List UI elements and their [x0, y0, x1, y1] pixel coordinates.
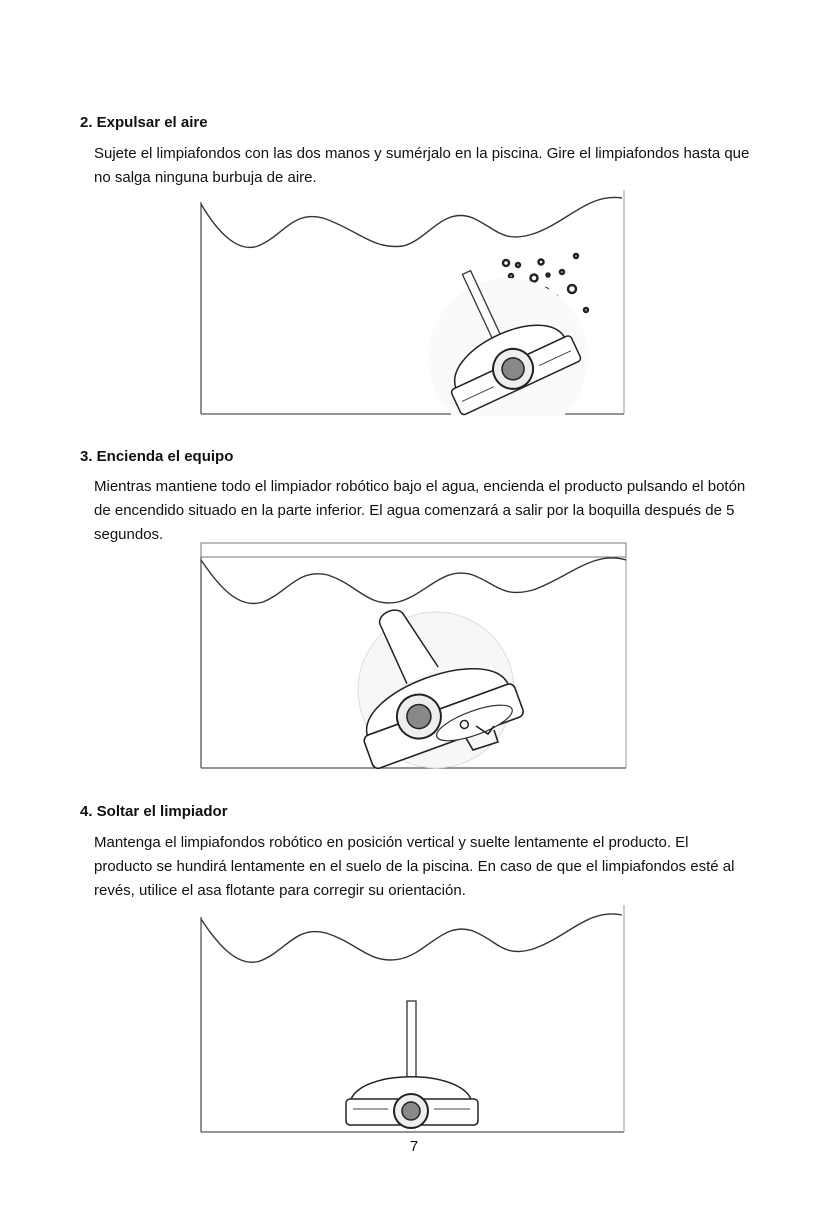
section-4-heading: 4. Soltar el limpiador: [80, 803, 228, 820]
section-2-text: [94, 142, 774, 190]
robot-cleaner-power: [325, 580, 525, 772]
figure-expel-air: [198, 188, 628, 416]
figure-power-on: [198, 540, 630, 772]
section-2-line-1: Sujete el limpiafondos con las dos manos y sumérjalo en la piscina. Gire el limpiafondos hasta que: [94, 145, 750, 162]
section-3-heading: 3. Encienda el equipo: [80, 448, 234, 465]
section-4-line-2: producto se hundirá lentamente en el suelo de la piscina. En caso de que el limpiafondos esté al: [94, 858, 735, 875]
section-4-line-3: revés, utilice el asa flotante para corregir su orientación.: [94, 882, 466, 899]
page-number: 7: [409, 1138, 419, 1155]
section-3-line-1: Mientras mantiene todo el limpiador robótico bajo el agua, encienda el producto pulsando el botón: [94, 478, 746, 495]
robot-cleaner-upright: [346, 1001, 478, 1128]
section-3-line-3: segundos.: [94, 526, 164, 543]
section-3-line-2: de encendido situado en la parte inferior. El agua comenzará a salir por la boquilla después de 5: [94, 502, 735, 519]
section-2-line-2: no salga ninguna burbuja de aire.: [94, 169, 317, 186]
section-2-heading: 2. Expulsar el aire: [80, 114, 208, 131]
section-4-line-1: Mantenga el limpiafondos robótico en posición vertical y suelte lentamente el producto. El: [94, 834, 689, 851]
figure-release-cleaner: [198, 903, 628, 1135]
section-4-text: [94, 831, 774, 903]
section-3-text: [94, 475, 774, 547]
